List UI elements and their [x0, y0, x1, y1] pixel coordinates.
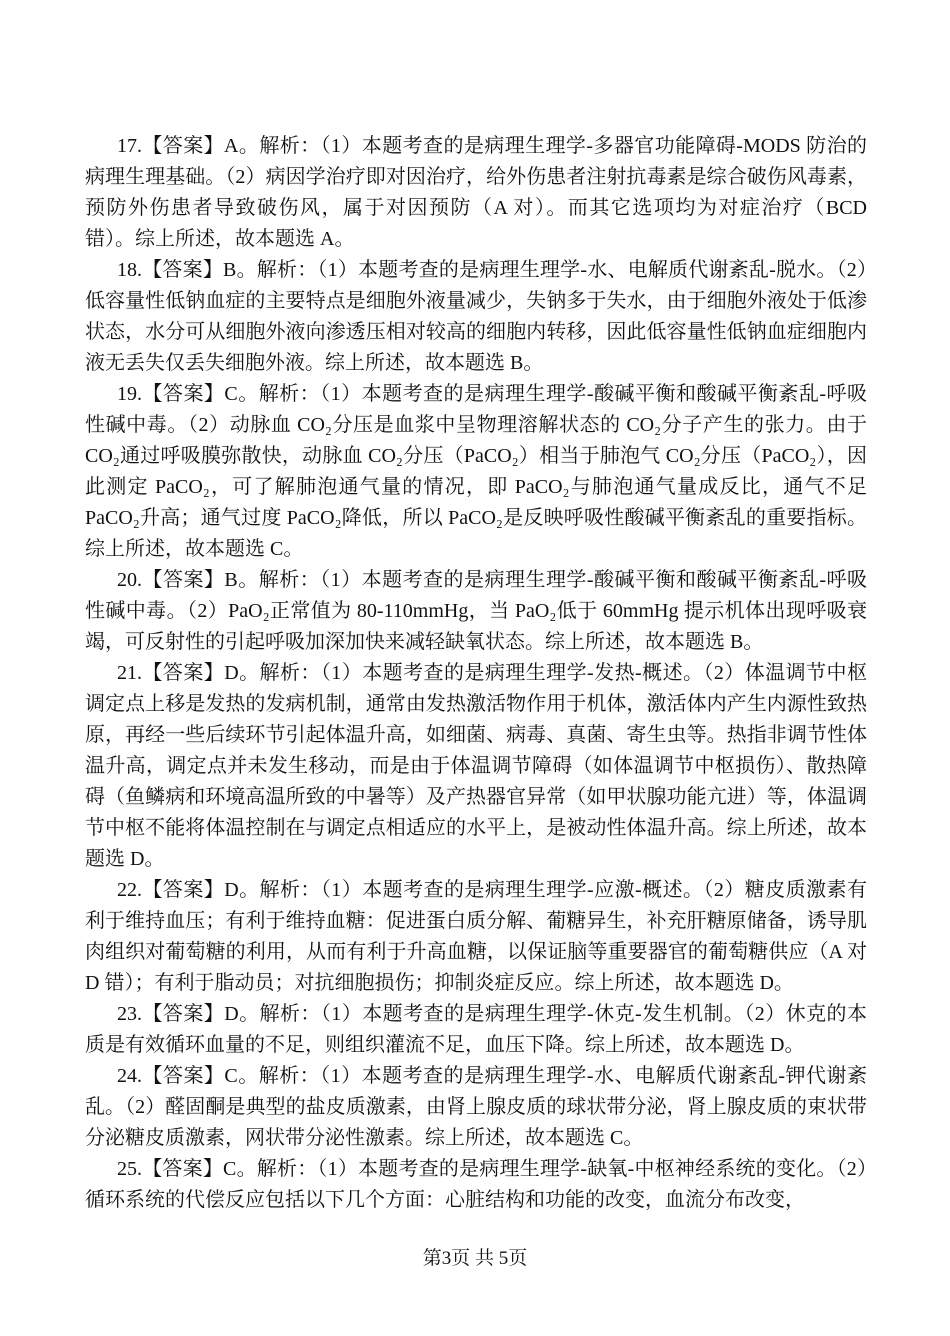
answer-item-22: 22.【答案】D。解析：（1）本题考查的是病理生理学-应激-概述。（2）糖皮质激素有利于维持血压；有利于维持血糖：促进蛋白质分解、葡糖异生，补充肝糖原储备，诱导肌肉组织对葡萄糖的利用，从而有利于升高血糖，以保证脑等重要器官的葡萄糖供应（A 对 D 错）；有利于脂动员；对抗细胞损伤；抑制炎症反应。综上所述，故本题选 D。: [85, 879, 867, 994]
answer-item-25: 25.【答案】C。解析：（1）本题考查的是病理生理学-缺氧-中枢神经系统的变化。（2）循环系统的代偿反应包括以下几个方面：心脏结构和功能的改变，血流分布改变，: [85, 1158, 867, 1211]
answer-item-24: 24.【答案】C。解析：（1）本题考查的是病理生理学-水、电解质代谢紊乱-钾代谢紊乱。（2）醛固酮是典型的盐皮质激素，由肾上腺皮质的球状带分泌，肾上腺皮质的束状带分泌糖皮质激素，网状带分泌性激素。综上所述，故本题选 C。: [85, 1065, 867, 1149]
answer-item-21: 21.【答案】D。解析：（1）本题考查的是病理生理学-发热-概述。（2）体温调节中枢调定点上移是发热的发病机制，通常由发热激活物作用于机体，激活体内产生内源性致热原，再经一些后续环节引起体温升高，如细菌、病毒、真菌、寄生虫等。热指非调节性体温升高，调定点并未发生移动，而是由于体温调节障碍（如体温调节中枢损伤）、散热障碍（鱼鳞病和环境高温所致的中暑等）及产热器官异常（如甲状腺功能亢进）等，体温调节中枢不能将体温控制在与调定点相适应的水平上，是被动性体温升高。综上所述，故本题选 D。: [85, 662, 867, 870]
answer-list: [85, 131, 867, 1216]
answer-item-19: 19.【答案】C。解析：（1）本题考查的是病理生理学-酸碱平衡和酸碱平衡紊乱-呼吸性碱中毒。（2）动脉血 CO₂分压是血浆中呈物理溶解状态的 CO₂分子产生的张力。由于 CO₂通过呼吸膜弥散快，动脉血 CO₂分压（PaCO₂）相当于肺泡气 CO₂分压（PaCO₂），因此测定 PaCO₂，可了解肺泡通气量的情况，即 PaCO₂与肺泡通气量成反比，通气不足 PaCO₂升高；通气过度 PaCO₂降低，所以 PaCO₂是反映呼吸性酸碱平衡紊乱的重要指标。综上所述，故本题选 C。: [85, 383, 867, 560]
answer-item-23: 23.【答案】D。解析：（1）本题考查的是病理生理学-休克-发生机制。（2）休克的本质是有效循环血量的不足，则组织灌流不足，血压下降。综上所述，故本题选 D。: [85, 1003, 867, 1056]
answer-item-17: 17.【答案】A。解析：（1）本题考查的是病理生理学-多器官功能障碍-MODS 防治的病理生理基础。（2）病因学治疗即对因治疗，给外伤患者注射抗毒素是综合破伤风毒素，预防外伤患者导致破伤风，属于对因预防（A 对）。而其它选项均为对症治疗（BCD 错）。综上所述，故本题选 A。: [85, 135, 867, 250]
answer-item-20: 20.【答案】B。解析：（1）本题考查的是病理生理学-酸碱平衡和酸碱平衡紊乱-呼吸性碱中毒。（2）PaO₂正常值为 80-110mmHg，当 PaO₂低于 60mmHg 提示机体出现呼吸衰竭，可反射性的引起呼吸加深加快来减轻缺氧状态。综上所述，故本题选 B。: [85, 569, 867, 653]
page-footer: 第3页 共 5页: [422, 1248, 528, 1269]
answer-item-18: 18.【答案】B。解析：（1）本题考查的是病理生理学-水、电解质代谢紊乱-脱水。（2）低容量性低钠血症的主要特点是细胞外液量减少，失钠多于失水，由于细胞外液处于低渗状态，水分可从细胞外液向渗透压相对较高的细胞内转移，因此低容量性低钠血症细胞内液无丢失仅丢失细胞外液。综上所述，故本题选 B。: [85, 259, 867, 374]
